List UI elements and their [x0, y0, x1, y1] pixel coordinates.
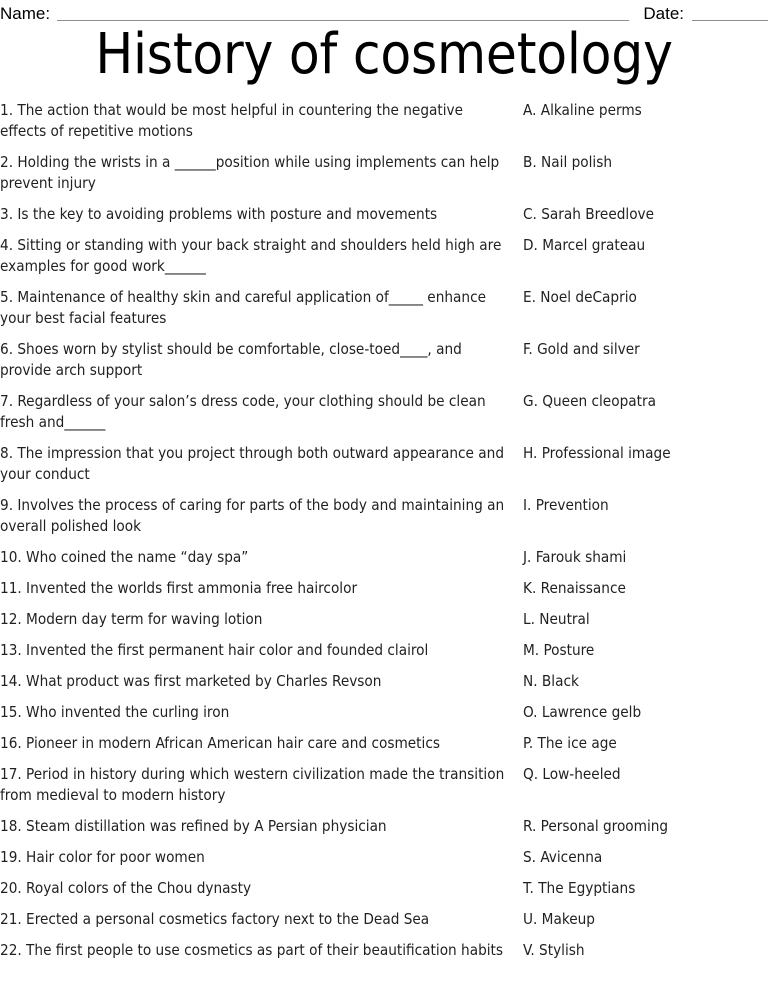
table-row: [0, 100, 768, 142]
question-text: 5. Maintenance of healthy skin and careful application of_____ enhance your best facial features: [0, 288, 486, 327]
answer-choice[interactable]: D. Marcel grateau: [523, 236, 646, 254]
table-row: [0, 733, 768, 754]
answer-choice[interactable]: M. Posture: [523, 641, 595, 659]
table-row: [0, 816, 768, 837]
page-title: History of cosmetology: [95, 22, 673, 87]
table-row: [0, 940, 768, 961]
table-row: [0, 878, 768, 899]
answer-choice[interactable]: U. Makeup: [523, 910, 595, 928]
matching-list: [0, 100, 768, 971]
answer-choice[interactable]: G. Queen cleopatra: [523, 392, 656, 410]
answer-choice[interactable]: E. Noel deCaprio: [523, 288, 637, 306]
answer-choice[interactable]: T. The Egyptians: [523, 879, 636, 897]
question-text: 11. Invented the worlds first ammonia free haircolor: [0, 579, 358, 597]
answer-choice[interactable]: H. Professional image: [523, 444, 671, 462]
question-text: 22. The first people to use cosmetics as part of their beautification habits: [0, 941, 504, 959]
date-label: Date:: [643, 4, 684, 23]
answer-choice[interactable]: N. Black: [523, 672, 579, 690]
answer-choice[interactable]: Q. Low-heeled: [523, 765, 621, 783]
question-text: 6. Shoes worn by stylist should be comfortable, close-toed____, and provide arch support: [0, 340, 462, 379]
answer-choice[interactable]: A. Alkaline perms: [523, 101, 642, 119]
answer-choice[interactable]: R. Personal grooming: [523, 817, 669, 835]
question-text: 9. Involves the process of caring for parts of the body and maintaining an overall polished look: [0, 496, 505, 535]
question-text: 13. Invented the first permanent hair color and founded clairol: [0, 641, 429, 659]
table-row: [0, 609, 768, 630]
question-text: 18. Steam distillation was refined by A Persian physician: [0, 817, 387, 835]
table-row: [0, 671, 768, 692]
table-row: [0, 547, 768, 568]
table-row: [0, 339, 768, 381]
answer-choice[interactable]: L. Neutral: [523, 610, 590, 628]
question-text: 2. Holding the wrists in a ______position while using implements can help prevent injury: [0, 153, 500, 192]
table-row: [0, 287, 768, 329]
answer-choice[interactable]: V. Stylish: [523, 941, 585, 959]
table-row: [0, 443, 768, 485]
question-text: 19. Hair color for poor women: [0, 848, 205, 866]
question-text: 20. Royal colors of the Chou dynasty: [0, 879, 252, 897]
table-row: [0, 640, 768, 661]
name-write-in-line[interactable]: [57, 7, 629, 21]
date-write-in-line[interactable]: [692, 7, 768, 21]
question-text: 8. The impression that you project through both outward appearance and your conduct: [0, 444, 505, 483]
question-text: 16. Pioneer in modern African American hair care and cosmetics: [0, 734, 440, 752]
table-row: [0, 847, 768, 868]
answer-choice[interactable]: O. Lawrence gelb: [523, 703, 642, 721]
table-row: [0, 764, 768, 806]
table-row: [0, 578, 768, 599]
question-text: 12. Modern day term for waving lotion: [0, 610, 263, 628]
table-row: [0, 909, 768, 930]
question-text: 4. Sitting or standing with your back straight and shoulders held high are examples for good work______: [0, 236, 502, 275]
table-row: [0, 702, 768, 723]
answer-choice[interactable]: B. Nail polish: [523, 153, 612, 171]
question-text: 7. Regardless of your salon’s dress code, your clothing should be clean fresh and______: [0, 392, 486, 431]
answer-choice[interactable]: P. The ice age: [523, 734, 617, 752]
question-text: 3. Is the key to avoiding problems with posture and movements: [0, 205, 438, 223]
question-text: 17. Period in history during which western civilization made the transition from medieval to modern history: [0, 765, 505, 804]
question-text: 15. Who invented the curling iron: [0, 703, 230, 721]
answer-choice[interactable]: F. Gold and silver: [523, 340, 640, 358]
question-text: 10. Who coined the name “day spa”: [0, 548, 249, 566]
answer-choice[interactable]: I. Prevention: [523, 496, 609, 514]
question-text: 1. The action that would be most helpful in countering the negative effects of repetitive motions: [0, 101, 464, 140]
name-label: Name:: [0, 4, 51, 23]
question-text: 14. What product was first marketed by Charles Revson: [0, 672, 382, 690]
answer-choice[interactable]: J. Farouk shami: [523, 548, 627, 566]
table-row: [0, 235, 768, 277]
answer-choice[interactable]: S. Avicenna: [523, 848, 603, 866]
answer-choice[interactable]: C. Sarah Breedlove: [523, 205, 655, 223]
table-row: [0, 391, 768, 433]
question-text: 21. Erected a personal cosmetics factory next to the Dead Sea: [0, 910, 430, 928]
table-row: [0, 204, 768, 225]
table-row: [0, 495, 768, 537]
answer-choice[interactable]: K. Renaissance: [523, 579, 626, 597]
table-row: [0, 152, 768, 194]
